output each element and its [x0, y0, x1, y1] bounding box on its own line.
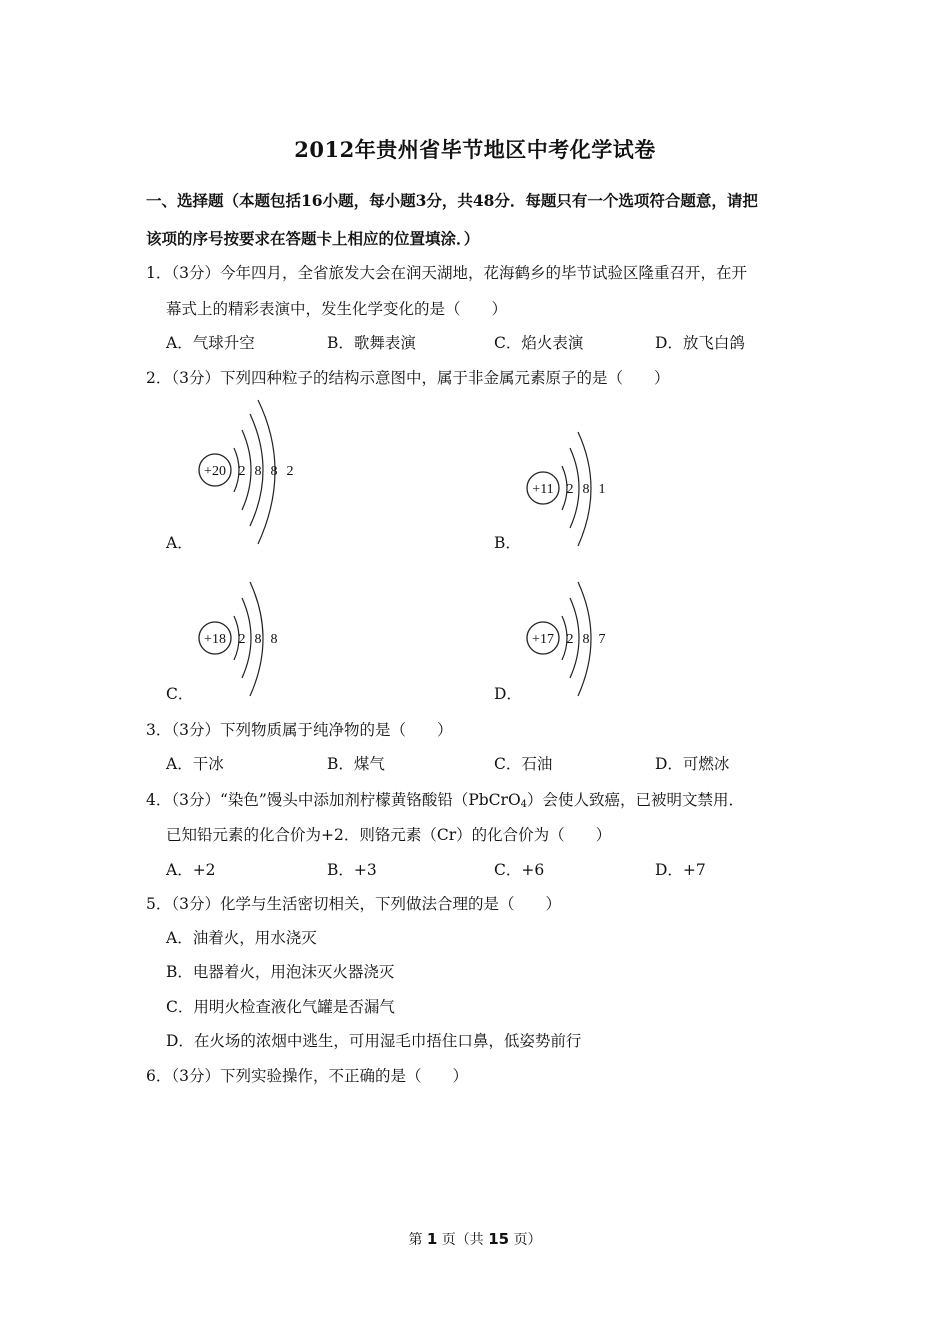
atom-structure-b [522, 428, 617, 550]
q6-stem: 6．（3分）下列实验操作，不正确的是（ ） [146, 1067, 468, 1085]
q5-option-b: B．电器着火，用泡沫灭火器浇灭 [166, 963, 395, 981]
footer-prefix: 第 [408, 1232, 423, 1248]
q2-stem: 2．（3分）下列四种粒子的结构示意图中，属于非金属元素原子的是（ ） [146, 369, 670, 387]
q2-option-c-label: C． [166, 685, 194, 703]
q1-option-b: B．歌舞表演 [327, 334, 416, 352]
atom-d-shell-2: 8 [582, 632, 590, 647]
atom-d-shell-3: 7 [598, 632, 606, 647]
q3-option-d: D．可燃冰 [655, 755, 730, 773]
atom-diagram-c [194, 578, 289, 700]
atom-b-shell-1: 2 [566, 482, 574, 497]
atom-a-shell-4: 2 [286, 464, 294, 479]
page-footer [0, 1229, 950, 1249]
atom-a-shell-1: 2 [238, 464, 246, 479]
q4-option-a: A．+2 [166, 861, 216, 879]
section-heading-line2: 该项的序号按要求在答题卡上相应的位置填涂．） [146, 229, 480, 248]
footer-suffix: 页） [513, 1232, 542, 1248]
atom-c-shell-1: 2 [238, 632, 246, 647]
atom-a-nucleus: +20 [204, 464, 226, 479]
atom-diagram-a [194, 396, 309, 548]
atom-structure-a [194, 396, 309, 548]
page-title: 2012年贵州省毕节地区中考化学试卷 [294, 137, 656, 162]
q5-option-c: C．用明火检查液化气罐是否漏气 [166, 998, 395, 1016]
q1-option-c: C．焰火表演 [494, 334, 584, 352]
atom-a-shell-2: 8 [254, 464, 262, 479]
atom-c-shell-3: 8 [270, 632, 278, 647]
q4-stem-line1 [146, 788, 744, 810]
q2-option-b-label: B． [494, 534, 521, 552]
footer-page-number: 1 [426, 1230, 438, 1248]
atom-diagram-d [522, 578, 617, 700]
q1-option-d: D．放飞白鸽 [655, 334, 745, 352]
q2-option-d-label: D． [494, 685, 522, 703]
atom-c-nucleus: +18 [204, 632, 226, 647]
footer-total-pages: 15 [488, 1230, 510, 1248]
q4-stem-line1-a: 4．（3分）“染色”馒头中添加剂柠檬黄铬酸铅（PbCrO [146, 791, 521, 809]
atom-a-shell-3: 8 [270, 464, 278, 479]
atom-diagram-b [522, 428, 617, 550]
q5-option-a: A．油着火，用水浇灭 [166, 929, 317, 947]
atom-structure-c [194, 578, 289, 700]
q1-stem-line1: 1．（3分）今年四月，全省旅发大会在润天湖地，花海鹤乡的毕节试验区隆重召开，在开 [146, 264, 747, 282]
q5-option-d: D．在火场的浓烟中逃生，可用湿毛巾捂住口鼻，低姿势前行 [166, 1032, 582, 1050]
q1-stem-line2: 幕式上的精彩表演中，发生化学变化的是（ ） [166, 300, 508, 318]
atom-d-nucleus: +17 [532, 632, 554, 647]
q4-stem-line1-b: ）会使人致癌，已被明文禁用． [527, 791, 745, 809]
q2-option-a-label: A． [166, 534, 193, 552]
q4-formula-subscript: 4 [520, 799, 528, 810]
q3-option-b: B．煤气 [327, 755, 385, 773]
q4-option-b: B．+3 [327, 861, 377, 879]
q5-stem: 5．（3分）化学与生活密切相关，下列做法合理的是（ ） [146, 895, 561, 913]
footer-middle: 页（共 [441, 1232, 484, 1248]
q4-option-c: C．+6 [494, 861, 545, 879]
atom-d-shell-1: 2 [566, 632, 574, 647]
atom-b-shell-3: 1 [598, 482, 606, 497]
q3-option-a: A．干冰 [166, 755, 224, 773]
q1-option-a: A．气球升空 [166, 334, 255, 352]
atom-b-nucleus: +11 [532, 482, 554, 497]
q3-option-c: C．石油 [494, 755, 553, 773]
q4-option-d: D．+7 [655, 861, 706, 879]
atom-structure-d [522, 578, 617, 700]
atom-c-shell-2: 8 [254, 632, 262, 647]
q4-stem-line2: 已知铅元素的化合价为+2．则铬元素（Cr）的化合价为（ ） [166, 826, 612, 844]
atom-b-shell-2: 8 [582, 482, 590, 497]
section-heading-line1: 一、选择题（本题包括16小题，每小题3分，共48分．每题只有一个选项符合题意，请把 [146, 191, 758, 210]
q3-stem: 3．（3分）下列物质属于纯净物的是（ ） [146, 721, 453, 739]
